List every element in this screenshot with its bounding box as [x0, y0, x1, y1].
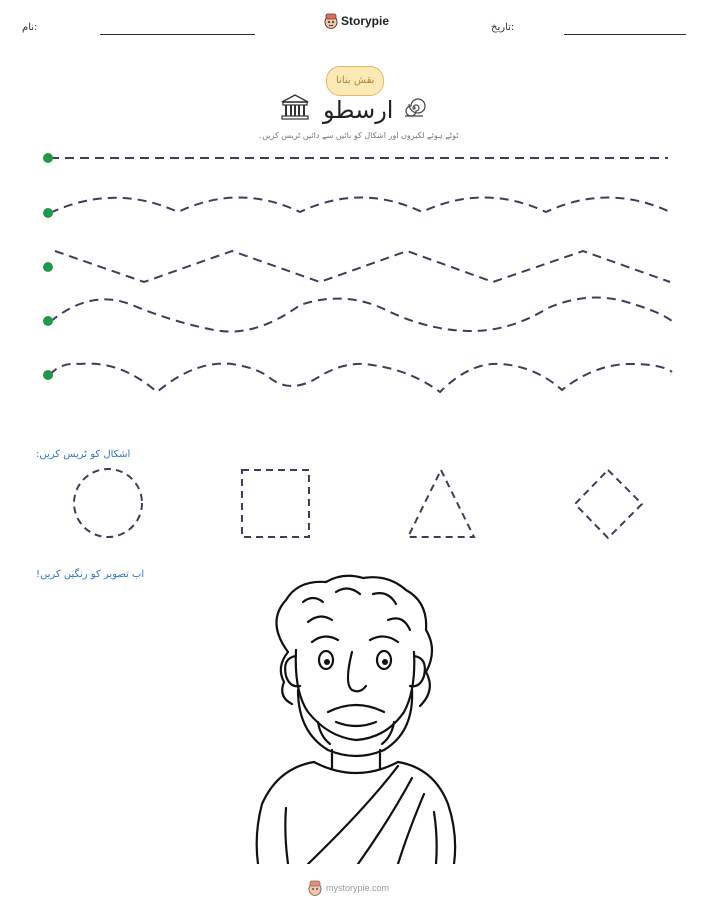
trace-line-arcs [50, 198, 670, 214]
shell-icon [402, 96, 426, 120]
name-label: نام: [22, 22, 38, 33]
start-dot-1 [43, 153, 53, 163]
start-dot-2 [43, 208, 53, 218]
brand-logo [324, 13, 389, 29]
tracing-lines [0, 140, 709, 400]
footer [308, 880, 389, 896]
trace-triangle [408, 470, 474, 537]
start-dot-5 [43, 370, 53, 380]
page-title: ارسطو [323, 96, 394, 124]
aristotle-coloring-illustration [248, 572, 463, 864]
footer-link[interactable]: mystorypie.com [326, 883, 390, 893]
name-line[interactable] [100, 34, 255, 35]
trace-square [242, 470, 309, 537]
tracing-shapes [0, 460, 709, 550]
trace-line-zigzag [55, 251, 670, 282]
storypie-mascot-icon [308, 880, 322, 896]
start-dot-4 [43, 316, 53, 326]
trace-circle [74, 469, 142, 537]
trace-line-wave [50, 298, 672, 332]
brand-name: Storypie [341, 14, 390, 28]
activity-badge: نقش بنانا [326, 66, 384, 96]
date-line[interactable] [564, 34, 686, 35]
instruction-text: ٹوٹے ہوئے لکیروں اور اشکال کو بائیں سے دائیں ٹریس کریں۔ [257, 131, 459, 140]
coloring-section-label: اب تصویر کو رنگین کریں! [36, 569, 145, 580]
date-label: تاریخ: [491, 22, 515, 33]
temple-icon [280, 94, 310, 122]
storypie-mascot-icon [324, 13, 338, 29]
shapes-section-label: اشکال کو ٹریس کریں: [36, 449, 131, 460]
start-dot-3 [43, 262, 53, 272]
trace-diamond [575, 470, 642, 538]
trace-line-bumps [50, 364, 672, 392]
